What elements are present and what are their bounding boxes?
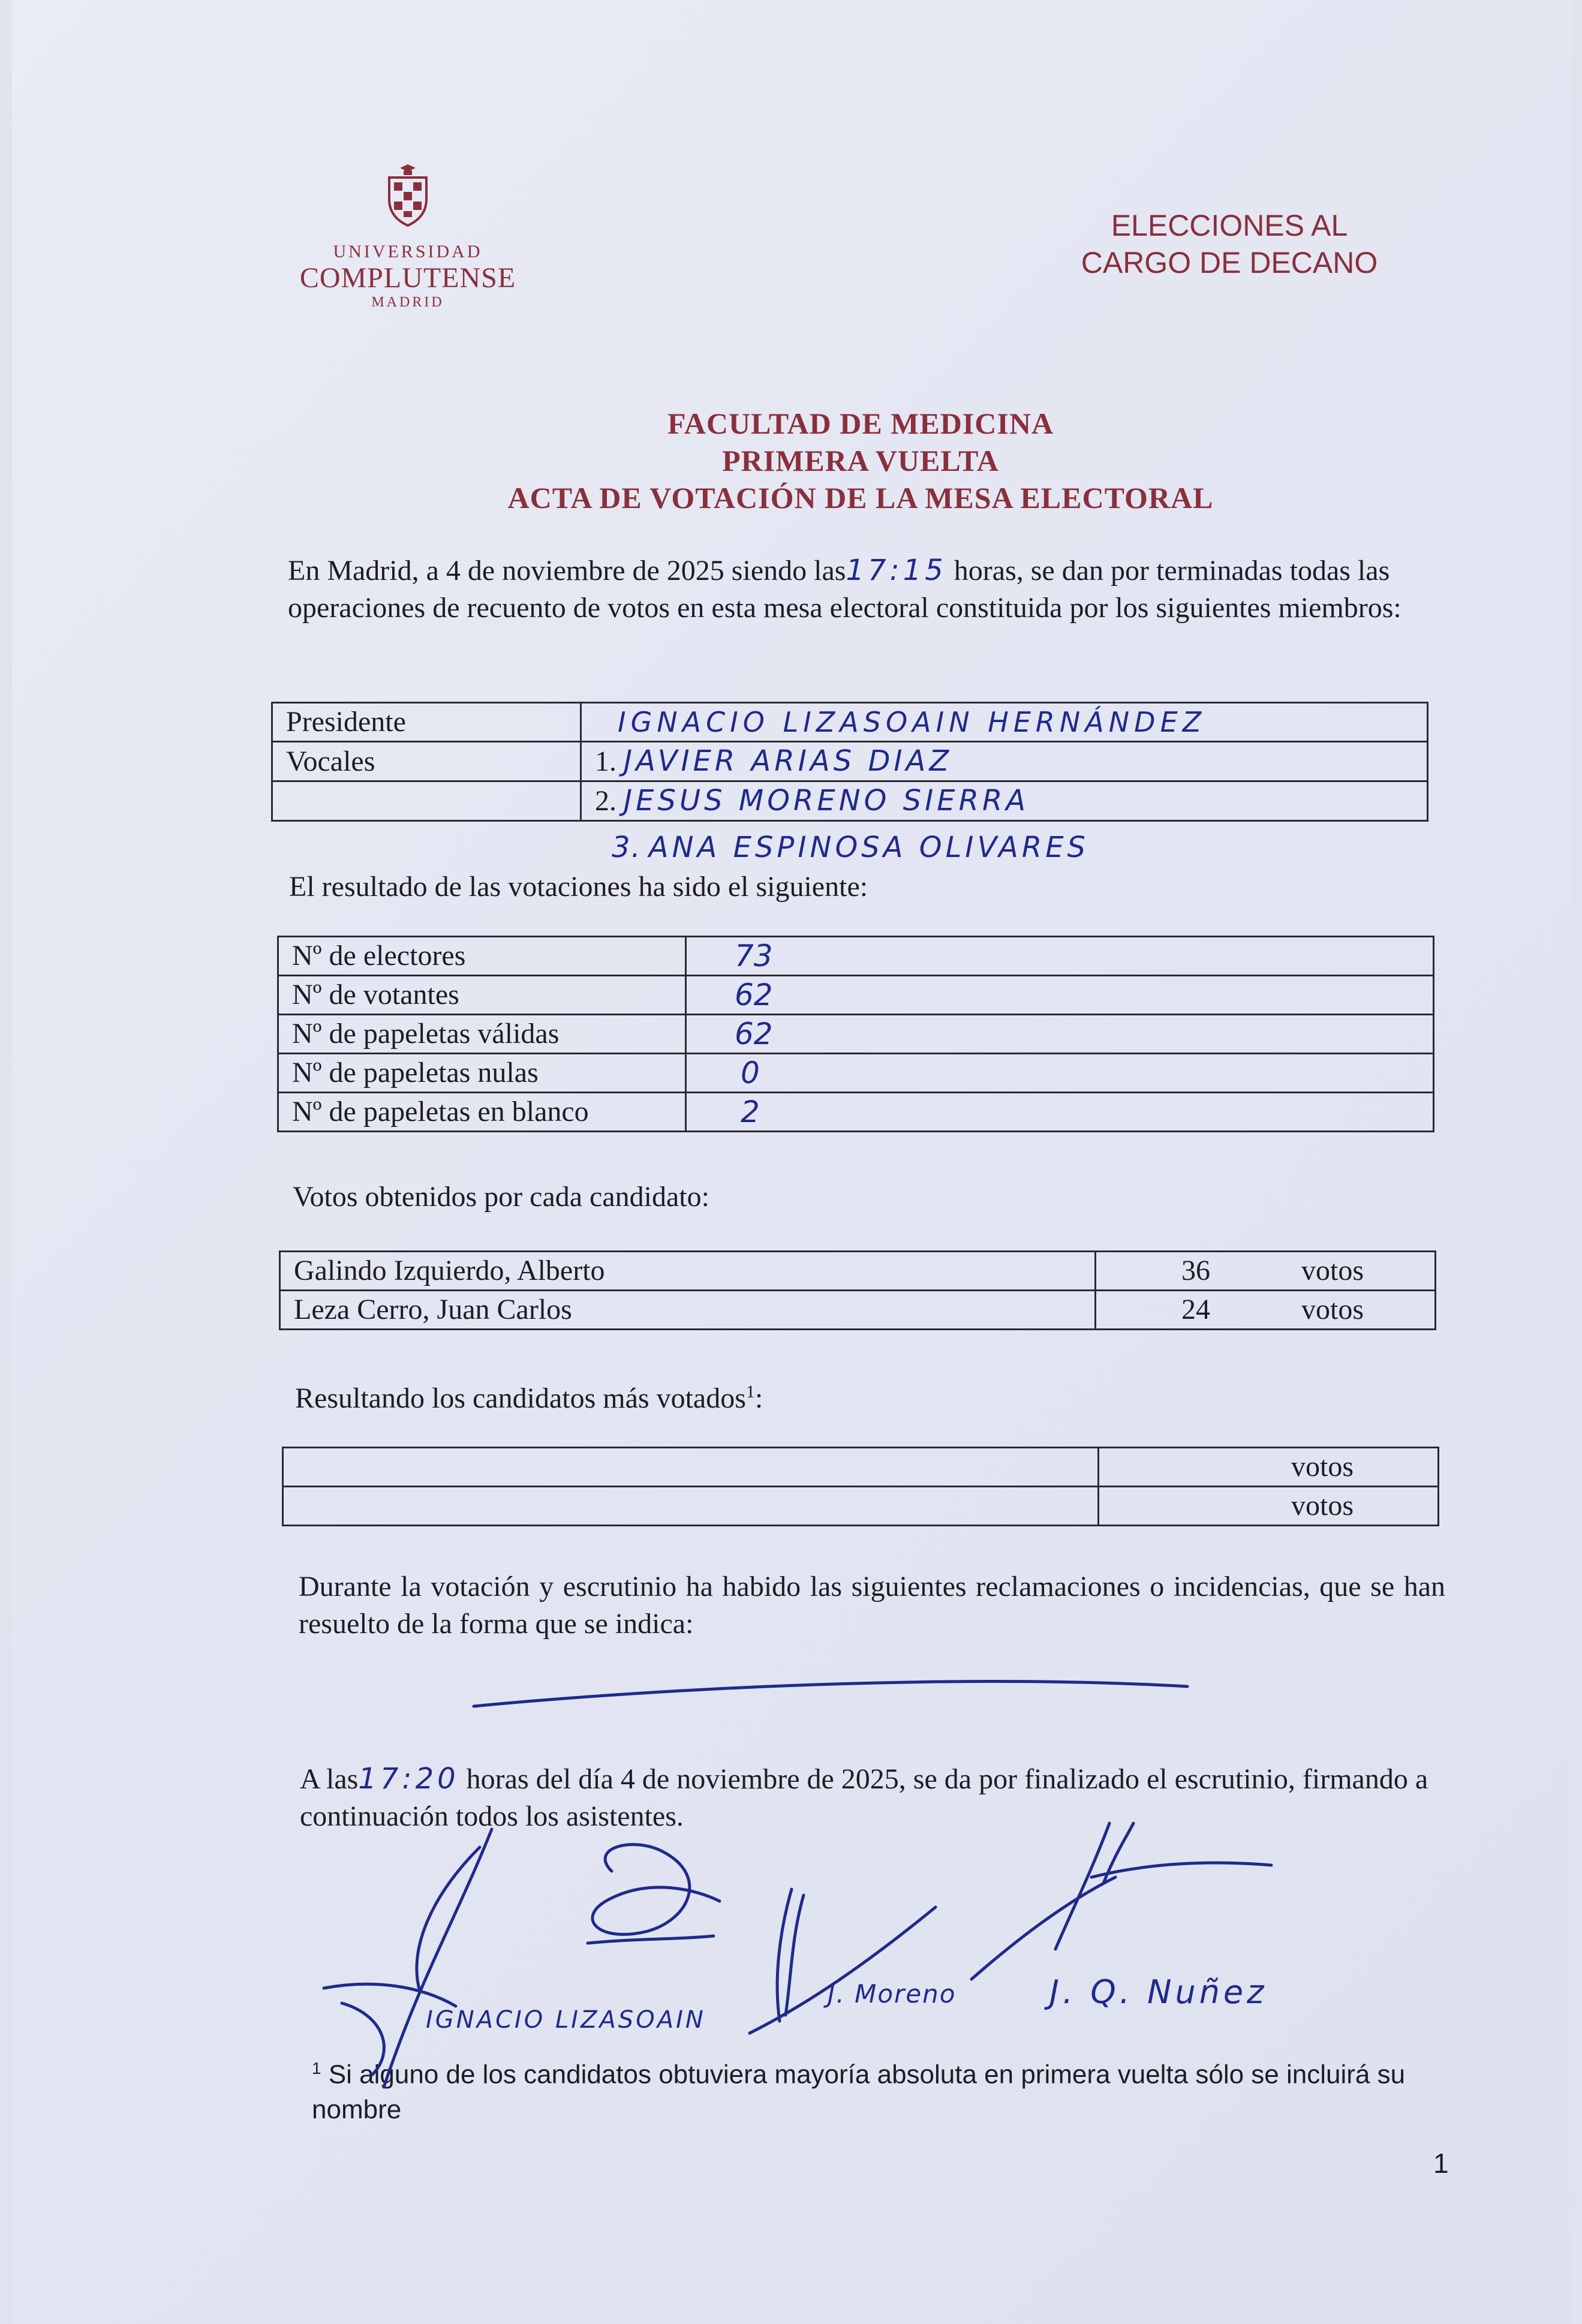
electores-label: Nº de electores [278,937,686,976]
blanco-value: 2 [686,1093,1434,1132]
intro-time-handwritten: 17:15 [846,554,947,587]
vocal-3-number: 3. [612,831,642,864]
page-number: 1 [1433,2148,1449,2179]
footnote-reference: 1 [745,1382,755,1402]
incidents-blank-line [474,1682,1187,1706]
results-intro: El resultado de las votaciones ha sido el siguiente: [289,871,868,903]
vocal-1-name: JAVIER ARIAS DIAZ [624,744,953,778]
electores-value: 73 [686,937,1434,976]
most-voted-text: Resultando los candidatos más votados [295,1382,746,1414]
presidente-name: IGNACIO LIZASOAIN HERNÁNDEZ [581,703,1428,742]
intro-text-start: En Madrid, a 4 de noviembre de 2025 siendo las [288,555,846,587]
most-voted-1-unit: votos [1099,1448,1439,1487]
blanco-label: Nº de papeletas en blanco [278,1093,686,1132]
vocal-2-name: JESUS MORENO SIERRA [624,784,1030,817]
act-title: ACTA DE VOTACIÓN DE LA MESA ELECTORAL [507,481,1214,515]
university-label: UNIVERSIDAD [333,242,483,261]
election-line-2: CARGO DE DECANO [1081,246,1378,279]
candidate-2-name: Leza Cerro, Juan Carlos [280,1291,1096,1330]
closing-text-start: A las [300,1763,359,1795]
candidates-intro: Votos obtenidos por cada candidato: [293,1181,709,1213]
signature-3 [750,1889,936,2033]
university-name: COMPLUTENSE [299,262,516,294]
round-title: PRIMERA VUELTA [722,444,999,477]
signature-4 [972,1823,1271,1979]
footnote-mark: 1 [312,2059,321,2078]
validas-value: 62 [686,1015,1434,1054]
vocales-label: Vocales [272,742,581,781]
university-city: MADRID [371,294,444,310]
nulas-label: Nº de papeletas nulas [278,1054,686,1093]
signature-1-caption: IGNACIO LIZASOAIN [426,2006,706,2034]
nulas-value: 0 [686,1054,1434,1093]
closing-time-handwritten: 17:20 [358,1762,459,1796]
signature-4-caption: J. Q. Nuñez [1049,1973,1268,2011]
vocal-3-name: ANA ESPINOSA OLIVARES [648,831,1090,864]
candidate-1-unit: votos [1301,1255,1364,1286]
candidate-1-name: Galindo Izquierdo, Alberto [280,1252,1096,1291]
votantes-label: Nº de votantes [278,976,686,1015]
candidate-1-votes: 36 [1181,1255,1210,1286]
presidente-label: Presidente [272,703,581,742]
signature-1 [324,1829,492,2087]
faculty-title: FACULTAD DE MEDICINA [667,407,1054,440]
most-voted-2-unit: votos [1099,1487,1439,1526]
vocal-2-number: 2. [595,785,616,817]
votantes-value: 62 [686,976,1434,1015]
vocal-1-number: 1. [595,745,616,777]
signature-2 [588,1845,720,1943]
intro-text-end: horas, se dan por terminadas todas las operaciones de recuento de votos en esta mesa electoral constituida por los siguientes miembros: [288,555,1401,624]
most-voted-colon: : [754,1382,763,1414]
validas-label: Nº de papeletas válidas [278,1015,686,1054]
incidents-paragraph: Durante la votación y escrutinio ha habido las siguientes reclamaciones o incidencias, que se han resuelto de la forma que se indica: [299,1571,1445,1640]
footnote-text: Si alguno de los candidatos obtuviera mayoría absoluta en primera vuelta sólo se incluirá su nombre [312,2060,1406,2124]
closing-text-end: horas del día 4 de noviembre de 2025, se da por finalizado el escrutinio, firmando a continuación todos los asistentes. [300,1763,1428,1832]
candidate-2-votes: 24 [1181,1294,1210,1325]
election-line-1: ELECCIONES AL [1111,209,1348,242]
candidate-2-unit: votos [1301,1294,1364,1325]
signature-3-caption: J. Moreno [828,1979,957,2009]
